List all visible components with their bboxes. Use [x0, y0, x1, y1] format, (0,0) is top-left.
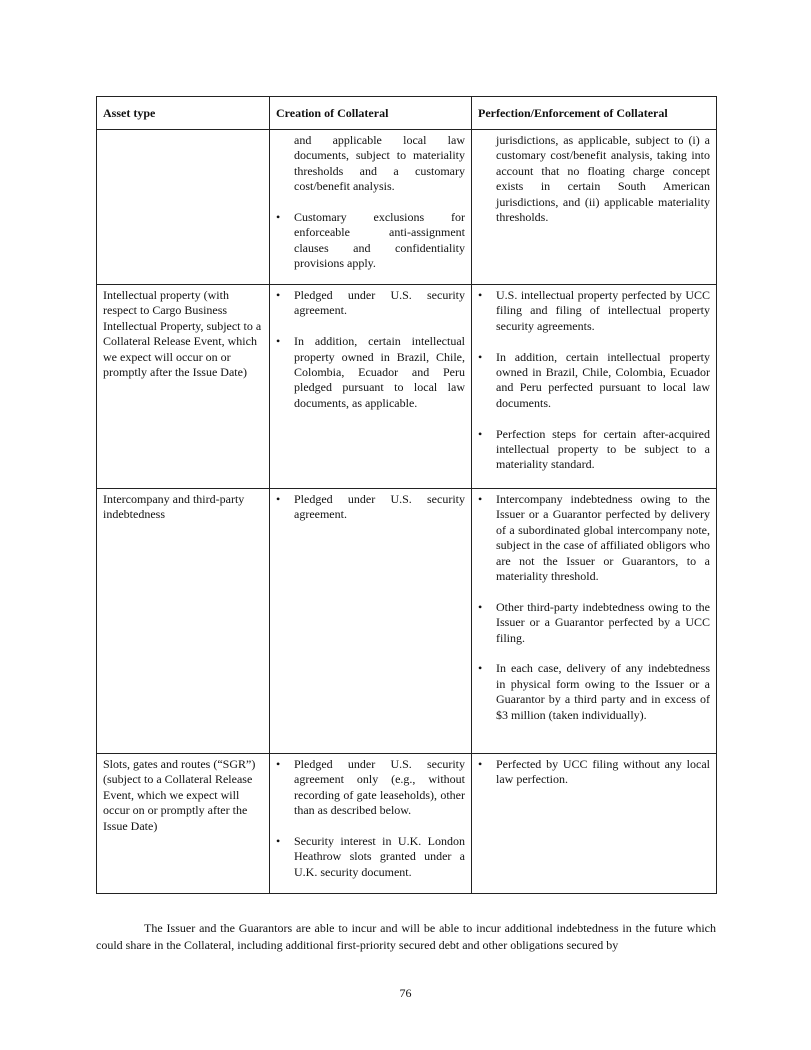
- bullet-text: In each case, delivery of any indebtedness in physical form owing to the Issuer or a Guarantor by a third party and in excess of $3 million (taken individually).: [496, 661, 710, 722]
- list-item: [478, 288, 710, 334]
- list-item: [276, 757, 465, 819]
- bullet-text: Pledged under U.S. security agreement.: [294, 492, 465, 522]
- bullet-icon: •: [276, 492, 281, 506]
- perfection-cell: [472, 130, 717, 285]
- table-row: [97, 130, 717, 285]
- bullet-icon: •: [478, 599, 483, 614]
- bullet-icon: •: [478, 349, 483, 364]
- bullet-text: Perfected by UCC filing without any local law perfection.: [496, 757, 710, 787]
- table-row: [97, 754, 717, 894]
- bullet-text: In addition, certain intellectual property owned in Brazil, Chile, Colombia, Ecuador and Peru perfected pursuant to local law documents.: [496, 349, 710, 410]
- bullet-icon: •: [276, 334, 281, 349]
- bullet-text: Other third-party indebtedness owing to the Issuer or a Guarantor perfected by a UCC filing.: [496, 599, 710, 645]
- bullet-icon: •: [276, 288, 281, 302]
- creation-continued-text: and applicable local law documents, subject to materiality thresholds and a customary cost/benefit analysis.: [294, 133, 465, 194]
- bullet-icon: •: [276, 210, 281, 225]
- bullet-icon: •: [276, 757, 281, 771]
- creation-cell: [270, 489, 472, 754]
- header-creation: Creation of Collateral: [270, 97, 472, 130]
- perfection-continued-text: jurisdictions, as applicable, subject to (i) a customary cost/benefit analysis, taking into account that no floating charge concept exists in certain South American jurisdictions, and (ii) applicable materiality thresholds.: [496, 133, 710, 225]
- list-item: [276, 834, 465, 880]
- asset-cell: [97, 130, 270, 285]
- bullet-text: In addition, certain intellectual property owned in Brazil, Chile, Colombia, Ecuador and Peru pledged pursuant to local law documents, as applicable.: [294, 334, 465, 410]
- table-row: [97, 285, 717, 489]
- list-item: [478, 661, 710, 723]
- asset-cell: Intellectual property (with respect to Cargo Business Intellectual Property, subject to a Collateral Release Event, which we expect will occur on or promptly after the Issue Date): [97, 285, 270, 489]
- header-perfection: Perfection/Enforcement of Collateral: [472, 97, 717, 130]
- body-paragraph: The Issuer and the Guarantors are able to incur and will be able to incur additional indebtedness in the future which could share in the Collateral, including additional first-priority secured debt and other obligations secured by: [96, 921, 716, 952]
- creation-cell: [270, 754, 472, 894]
- table-header-row: [97, 97, 717, 130]
- asset-cell: Slots, gates and routes (“SGR”) (subject to a Collateral Release Event, which we expect will occur on or promptly after the Issue Date): [97, 754, 270, 894]
- perfection-cell: [472, 489, 717, 754]
- table-row: [97, 489, 717, 754]
- bullet-text: Pledged under U.S. security agreement only (e.g., without recording of gate leaseholds), other than as described below.: [294, 757, 465, 818]
- bullet-text: Perfection steps for certain after-acquired intellectual property to be subject to a materiality standard.: [496, 426, 710, 472]
- bullet-text: Intercompany indebtedness owing to the Issuer or a Guarantor perfected by delivery of a subordinated global intercompany note, subject in the case of affiliated obligors who are not the Issuer or Guarantors, to a materiality threshold.: [496, 492, 710, 584]
- list-item: [276, 288, 465, 319]
- list-item: [478, 600, 710, 646]
- list-item: [478, 757, 710, 788]
- bullet-icon: •: [478, 757, 483, 771]
- bullet-icon: •: [478, 288, 483, 302]
- bullet-text: U.S. intellectual property perfected by UCC filing and filing of intellectual property security agreements.: [496, 288, 710, 333]
- bullet-text: Customary exclusions for enforceable anti-assignment clauses and confidentiality provisions apply.: [294, 210, 465, 271]
- bullet-text: Security interest in U.K. London Heathrow slots granted under a U.K. security document.: [294, 834, 465, 879]
- list-item: [276, 492, 465, 523]
- header-asset-type: Asset type: [97, 97, 270, 130]
- list-item: [478, 350, 710, 412]
- bullet-icon: •: [478, 426, 483, 441]
- list-item: [276, 210, 465, 272]
- asset-cell: Intercompany and third-party indebtedness: [97, 489, 270, 754]
- bullet-text: Pledged under U.S. security agreement.: [294, 288, 465, 318]
- list-item: [478, 492, 710, 584]
- collateral-table: [96, 96, 717, 894]
- bullet-icon: •: [478, 492, 483, 506]
- creation-cell: [270, 130, 472, 285]
- perfection-cell: [472, 754, 717, 894]
- list-item: [478, 427, 710, 473]
- list-item: [276, 334, 465, 411]
- perfection-cell: [472, 285, 717, 489]
- bullet-icon: •: [478, 661, 483, 676]
- creation-cell: [270, 285, 472, 489]
- page-number: 76: [399, 986, 412, 1000]
- bullet-icon: •: [276, 834, 281, 849]
